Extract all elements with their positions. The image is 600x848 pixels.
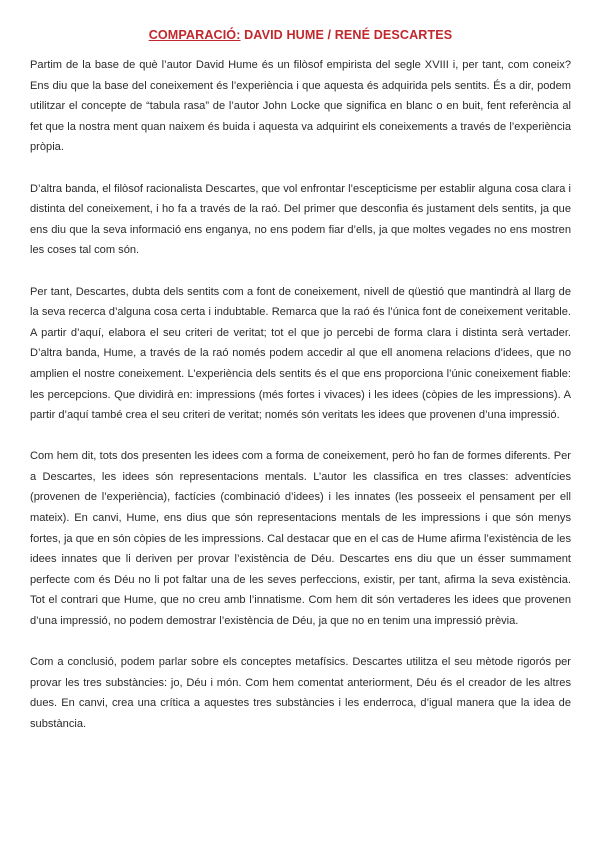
paragraph-conclusion: Com a conclusió, podem parlar sobre els conceptes metafísics. Descartes utilitza el seu mètode rigorós per provar les tres substàncies: jo, Déu i món. Com hem comentat anteriorment, Déu és el creador de les altres dues. En canvi, crea una crítica a aquestes tres substàncies i les enderroca, d’igual manera que la idea de substància. (30, 656, 571, 730)
title-prefix: COMPARACIÓ: (148, 28, 241, 42)
paragraph-hume-empiricism: Partim de la base de què l’autor David Hume és un filòsof empirista del segle XVIII i, per tant, com coneix? Ens diu que la base del coneixement és l’experiència i que aquesta és adquirida pels sentits. És a dir, podem utilitzar el concepte de “tabula rasa” de l’autor John Locke que significa en blanc o en buit, fent referència al fet que la nostra ment quan naixem és buida i aquesta va adquirint els coneixements a través de l’experiència pròpia. (30, 59, 571, 154)
paragraph-descartes-rationalism: D’altra banda, el filòsof racionalista Descartes, que vol enfrontar l’escepticisme per establir alguna cosa clara i distinta del coneixement, i ho fa a través de la raó. Del primer que desconfia és justament dels sentits, ja que ens diu que la seva informació ens enganya, no ens podem fiar d’ells, ja que moltes vegades no ens mostren les coses tal com són. (30, 182, 571, 257)
paragraph-ideas: Com hem dit, tots dos presenten les idees com a forma de coneixement, però ho fan de formes diferents. Per a Descartes, les idees són representacions mentals. L’autor les classifica en tres classes: adventícies (provenen de l’experiència), factícies (combinació d’idees) i les innates (les posseeix el pensament per ell mateix). En canvi, Hume, ens dius que són representacions mentals de les impressions i que són menys fortes, ja que en són còpies de les impressions. Cal destacar que en el cas de Hume afirma l’existència de les idees innates que li deriven per provar l’existència de Déu. Descartes ens diu que un ésser summament perfecte com és Déu no li pot faltar una de les seves perfeccions, existir, per tant, afirma la seva existència. Tot el contrari que Hume, que no creu amb l’innatisme. Com hem dit són vertaderes les idees que provenen d’una impressió, no podem demostrar l’existència de Déu, ja que no en tenim una impressió prèvia. (30, 450, 571, 628)
title-rest: DAVID HUME / RENÉ DESCARTES (240, 28, 453, 42)
document-title (30, 28, 571, 42)
paragraph-truth-criteria: Per tant, Descartes, dubta dels sentits com a font de coneixement, nivell de qüestió que mantindrà al llarg de la seva recerca d’alguna cosa certa i indubtable. Remarca que la raó és l’única font de coneixement veritable. A partir d’aquí, elabora el seu criteri de veritat; tot el que jo percebi de forma clara i distinta serà vertader. D’altra banda, Hume, a través de la raó només podem accedir al que ell anomena relacions d’idees, que no amplien el nostre coneixement. L’experiència dels sentits és el que ens proporciona l’únic coneixement fiable: les percepcions. Que dividirà en: impressions (més fortes i vivaces) i les idees (còpies de les impressions). A partir d’aquí també crea el seu criteri de veritat; només són veritats les idees que provenen d’una impressió. (30, 285, 571, 422)
